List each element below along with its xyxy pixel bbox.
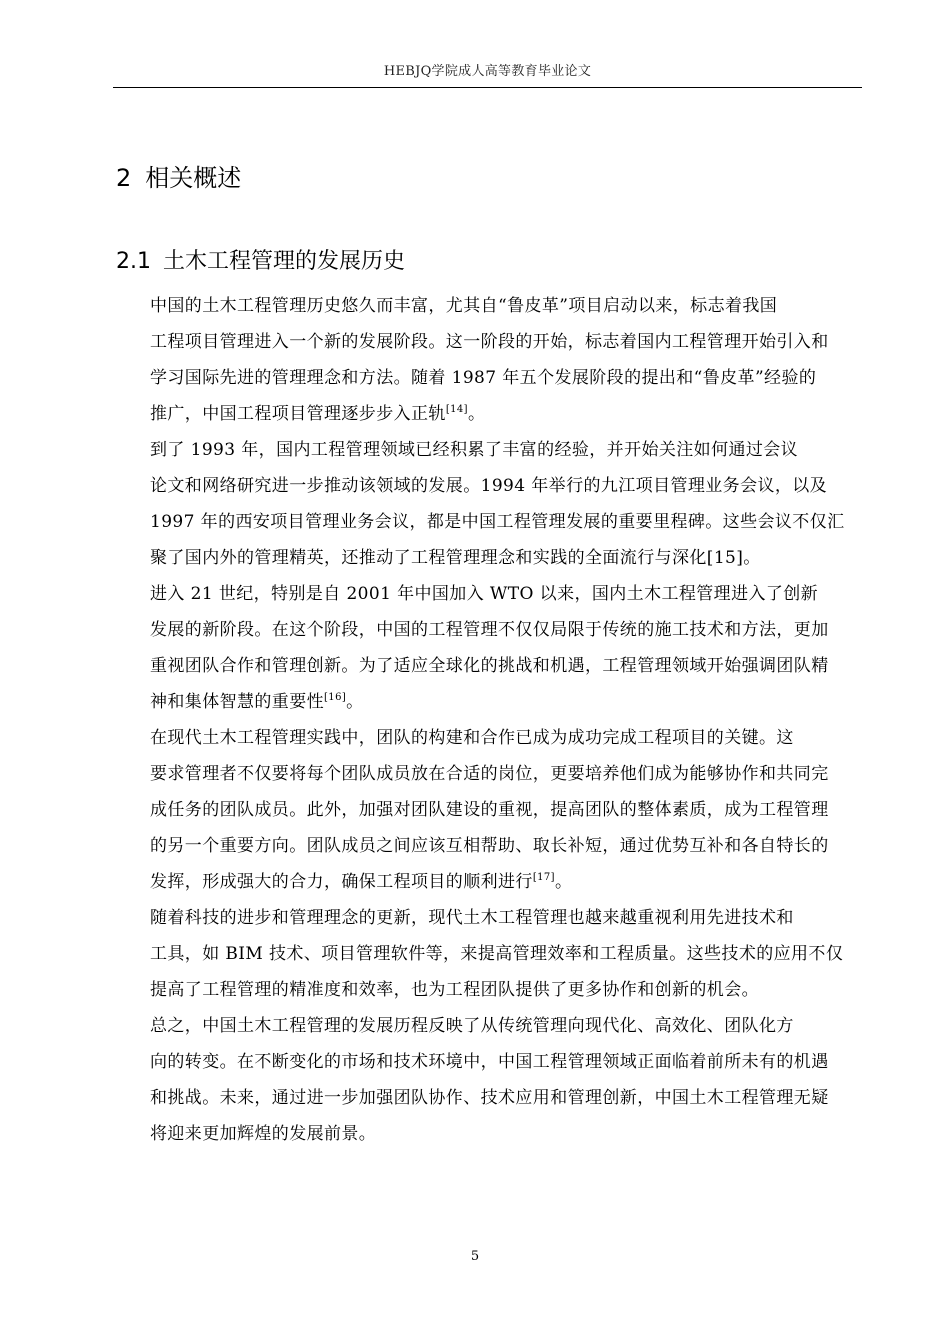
- text-line: [116, 396, 861, 432]
- citation: [16]: [324, 692, 347, 703]
- text-line: 重视团队合作和管理创新。为了适应全球化的挑战和机遇，工程管理领域开始强调团队精: [150, 656, 829, 676]
- text-line: 发展的新阶段。在这个阶段，中国的工程管理不仅仅局限于传统的施工技术和方法，更加: [150, 620, 829, 640]
- chapter-title: 相关概述: [145, 164, 242, 192]
- citation: [14]: [445, 404, 468, 415]
- text-line: [116, 684, 861, 720]
- text-fragment: 神和集体智慧的重要性: [150, 692, 324, 712]
- text-line: 随着科技的进步和管理理念的更新，现代土木工程管理也越来越重视利用先进技术和: [150, 908, 794, 928]
- text-line: 论文和网络研究进一步推动该领域的发展。1994 年举行的九江项目管理业务会议，以及: [150, 476, 828, 496]
- text-line: 将迎来更加辉煌的发展前景。: [150, 1124, 377, 1144]
- text-fragment: 发挥，形成强大的合力，确保工程项目的顺利进行: [150, 872, 533, 892]
- text-line: 工具，如 BIM 技术、项目管理软件等，来提高管理效率和工程质量。这些技术的应用不仅: [150, 944, 844, 964]
- paragraph: [116, 1008, 861, 1152]
- paragraph: [116, 900, 861, 1008]
- text-line: 到了 1993 年，国内工程管理领域已经积累了丰富的经验，并开始关注如何通过会议: [150, 440, 799, 460]
- text-line: 1997 年的西安项目管理业务会议，都是中国工程管理发展的重要里程碑。这些会议不仅汇: [150, 512, 845, 532]
- text-line: 成任务的团队成员。此外，加强对团队建设的重视，提高团队的整体素质，成为工程管理: [150, 800, 829, 820]
- text-line: 学习国际先进的管理理念和方法。随着 1987 年五个发展阶段的提出和“鲁皮革”经验的: [150, 368, 817, 388]
- text-line: 要求管理者不仅要将每个团队成员放在合适的岗位，更要培养他们成为能够协作和共同完: [150, 764, 829, 784]
- paragraph: [116, 720, 861, 900]
- text-fragment: 。: [554, 872, 573, 892]
- text-line: 在现代土木工程管理实践中，团队的构建和合作已成为成功完成工程项目的关键。这: [150, 728, 794, 748]
- text-line: 和挑战。未来，通过进一步加强团队协作、技术应用和管理创新，中国土木工程管理无疑: [150, 1088, 829, 1108]
- paragraph: [116, 432, 861, 576]
- text-line: 中国的土木工程管理历史悠久而丰富，尤其自“鲁皮革”项目启动以来，标志着我国: [150, 296, 778, 316]
- text-line: 总之，中国土木工程管理的发展历程反映了从传统管理向现代化、高效化、团队化方: [150, 1016, 794, 1036]
- text-line: 的另一个重要方向。团队成员之间应该互相帮助、取长补短，通过优势互补和各自特长的: [150, 836, 829, 856]
- text-line: 向的转变。在不断变化的市场和技术环境中，中国工程管理领域正面临着前所未有的机遇: [150, 1052, 829, 1072]
- running-header: HEBJQ学院成人高等教育毕业论文: [383, 64, 592, 79]
- text-fragment: 。: [467, 404, 486, 424]
- section-title: 土木工程管理的发展历史: [163, 249, 406, 274]
- section-heading: [116, 244, 405, 280]
- body-text: [116, 288, 861, 1152]
- chapter-heading: [116, 160, 241, 196]
- section-number: 2.1: [116, 249, 151, 274]
- text-fragment: 推广，中国工程项目管理逐步步入正轨: [150, 404, 446, 424]
- header-rule: [113, 87, 862, 88]
- citation: [17]: [532, 872, 555, 883]
- chapter-number: 2: [116, 164, 132, 192]
- paragraph: [116, 288, 861, 432]
- paragraph: [116, 576, 861, 720]
- text-line: [116, 864, 861, 900]
- text-fragment: 。: [346, 692, 364, 712]
- text-line: 工程项目管理进入一个新的发展阶段。这一阶段的开始，标志着国内工程管理开始引入和: [150, 332, 829, 352]
- page-number: 5: [470, 1249, 480, 1264]
- text-line: 进入 21 世纪，特别是自 2001 年中国加入 WTO 以来，国内土木工程管理进入了创新: [150, 584, 819, 604]
- text-line: 聚了国内外的管理精英，还推动了工程管理理念和实践的全面流行与深化[15]。: [150, 548, 761, 568]
- text-line: 提高了工程管理的精准度和效率，也为工程团队提供了更多协作和创新的机会。: [150, 980, 759, 1000]
